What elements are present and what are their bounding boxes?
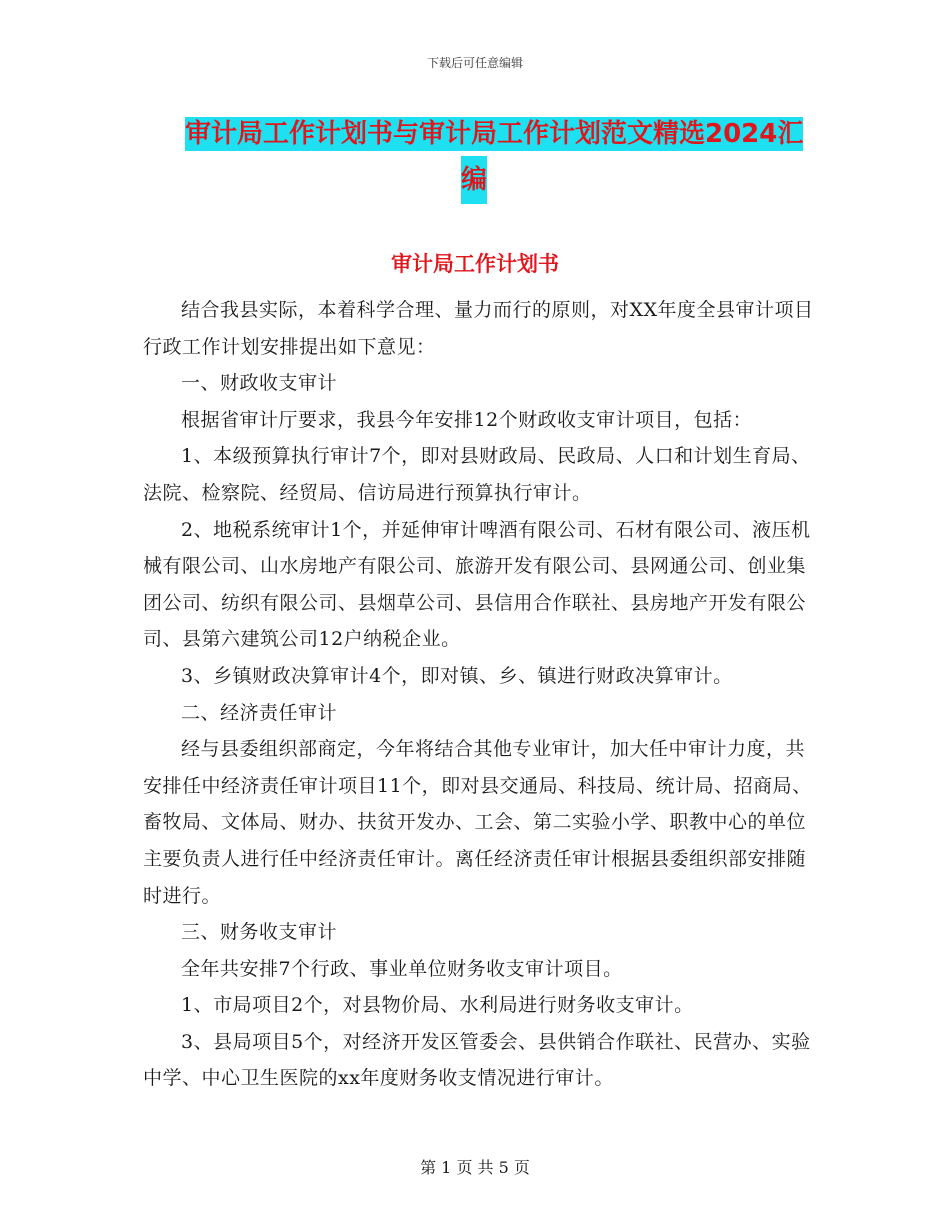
- heading-economic-responsibility-audit: 二、经济责任审计: [181, 701, 338, 724]
- section-title: 审计局工作计划书: [391, 252, 559, 276]
- heading-fiscal-audit: 一、财政收支审计: [181, 372, 338, 395]
- document-title-line1: 审计局工作计划书与审计局工作计划范文精选2024汇: [185, 119, 804, 149]
- document-body: [143, 292, 819, 1097]
- page-number: 第 1 页 共 5 页: [420, 1158, 530, 1177]
- heading-financial-audit: 三、财务收支审计: [181, 921, 338, 944]
- paragraph: 2、地税系统审计1个，并延伸审计啤酒有限公司、石材有限公司、液压机械有限公司、山水房地产有限公司、旅游开发有限公司、县网通公司、创业集团公司、纺织有限公司、县烟草公司、县信用合作联社、县房地产开发有限公司、县第六建筑公司12户纳税企业。: [143, 518, 811, 651]
- paragraph: 3、乡镇财政决算审计4个，即对镇、乡、镇进行财政决算审计。: [181, 664, 733, 687]
- paragraph: 经与县委组织部商定，今年将结合其他专业审计，加大任中审计力度，共安排任中经济责任审计项目11个，即对县交通局、科技局、统计局、招商局、畜牧局、文体局、财办、扶贫开发办、工会、第二实验小学、职教中心的单位主要负责人进行任中经济责任审计。离任经济责任审计根据县委组织部安排随时进行。: [143, 738, 812, 907]
- paragraph: 全年共安排7个行政、事业单位财务收支审计项目。: [181, 957, 623, 980]
- paragraph: 根据省审计厅要求，我县今年安排12个财政收支审计项目，包括：: [181, 408, 753, 431]
- header-note: 下载后可任意编辑: [426, 56, 523, 70]
- paragraph-intro: 结合我县实际，本着科学合理、量力而行的原则，对XX年度全县审计项目行政工作计划安排提出如下意见：: [143, 299, 814, 358]
- paragraph: 3、县局项目5个，对经济开发区管委会、县供销合作联社、民营办、实验中学、中心卫生医院的xx年度财务收支情况进行审计。: [143, 1030, 811, 1090]
- document-title-line2: 编: [461, 156, 487, 204]
- document-title: [185, 112, 825, 195]
- paragraph: 1、市局项目2个，对县物价局、水利局进行财务收支审计。: [181, 994, 694, 1017]
- paragraph: 1、本级预算执行审计7个，即对县财政局、民政局、人口和计划生育局、法院、检察院、经贸局、信访局进行预算执行审计。: [143, 445, 811, 504]
